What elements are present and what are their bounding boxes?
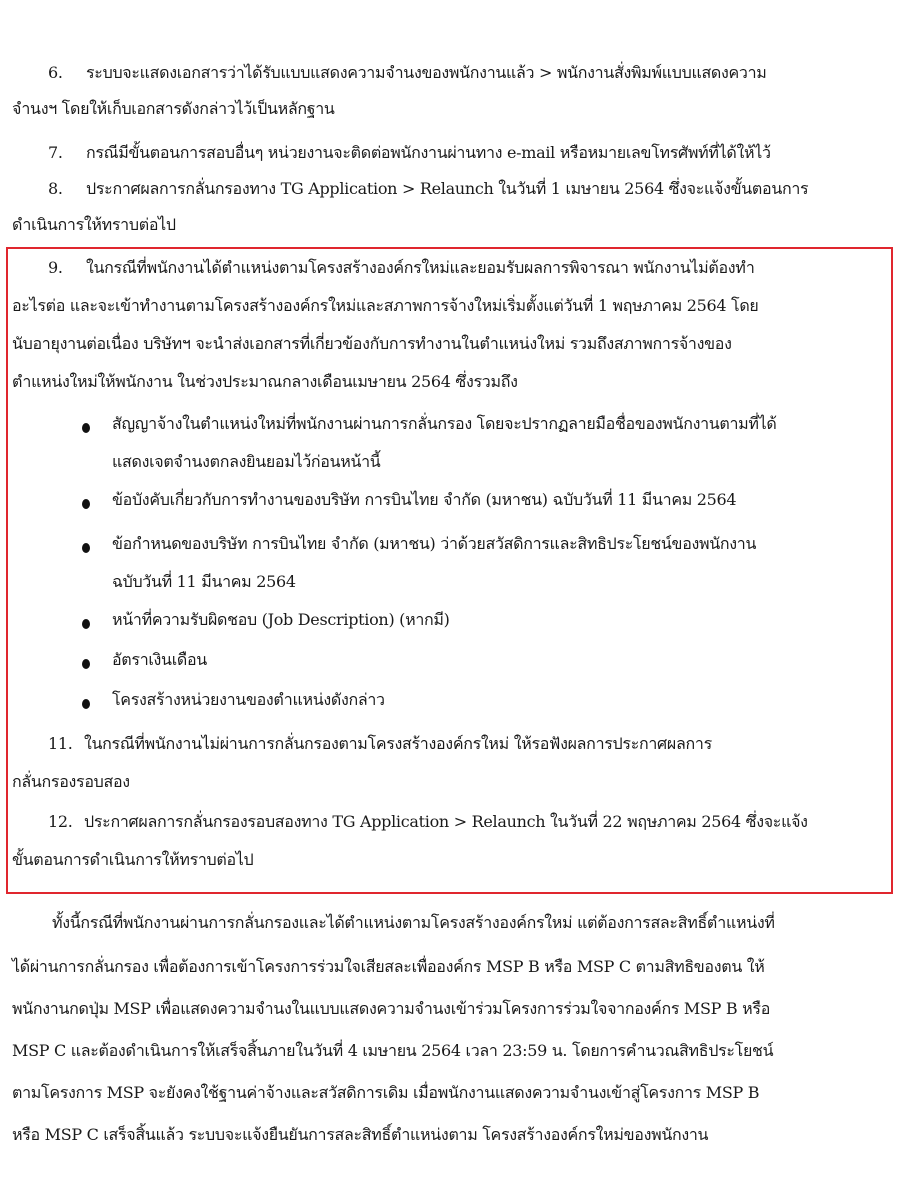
item-text: กรณีมีขั้นตอนการสอบอื่นๆ หน่วยงานจะติดต่อพนักงานผ่านทาง e-mail หรือหมายเลขโทรศัพท์ที่ได้ให้ไว้ bbox=[86, 143, 771, 162]
closing-line-4: MSP C และต้องดำเนินการให้เสร็จสิ้นภายในวันที่ 4 เมษายน 2564 เวลา 23:59 น. โดยการคำนวณสิทธิประโยชน์ bbox=[12, 1041, 774, 1060]
item-9-line-1 bbox=[48, 257, 755, 279]
item-9-line-4: ตำแหน่งใหม่ให้พนักงาน ในช่วงประมาณกลางเดือนเมษายน 2564 ซึ่งรวมถึง bbox=[12, 372, 518, 391]
item-text: ประกาศผลการกลั่นกรองรอบสองทาง TG Application > Relaunch ในวันที่ 22 พฤษภาคม 2564 ซึ่งจะแจ้ง bbox=[84, 812, 808, 831]
item-text: ในกรณีที่พนักงานไม่ผ่านการกลั่นกรองตามโครงสร้างองค์กรใหม่ ให้รอฟังผลการประกาศผลการ bbox=[84, 734, 712, 753]
bullet-4-line-1: หน้าที่ความรับผิดชอบ (Job Description) (หากมี) bbox=[112, 610, 450, 629]
closing-line-5: ตามโครงการ MSP จะยังคงใช้ฐานค่าจ้างและสวัสดิการเดิม เมื่อพนักงานแสดงความจำนงเข้าสู่โครงการ MSP B bbox=[12, 1083, 760, 1102]
item-11-line-1 bbox=[48, 733, 712, 755]
item-9-line-2: อะไรต่อ และจะเข้าทำงานตามโครงสร้างองค์กรใหม่และสภาพการจ้างใหม่เริ่มตั้งแต่วันที่ 1 พฤษภาคม 2564 โดย bbox=[12, 296, 759, 315]
bullet-icon bbox=[82, 659, 90, 669]
item-number: 8. bbox=[48, 179, 63, 198]
bullet-3-line-1: ข้อกำหนดของบริษัท การบินไทย จำกัด (มหาชน) ว่าด้วยสวัสดิการและสิทธิประโยชน์ของพนักงาน bbox=[112, 534, 757, 553]
bullet-icon bbox=[82, 499, 90, 509]
item-8-line-2: ดำเนินการให้ทราบต่อไป bbox=[12, 215, 176, 234]
bullet-icon bbox=[82, 619, 90, 629]
item-12-line-2: ขั้นตอนการดำเนินการให้ทราบต่อไป bbox=[12, 850, 254, 869]
bullet-3-line-2: ฉบับวันที่ 11 มีนาคม 2564 bbox=[112, 572, 296, 591]
item-text: ประกาศผลการกลั่นกรองทาง TG Application > Relaunch ในวันที่ 1 เมษายน 2564 ซึ่งจะแจ้งขั้นตอนการ bbox=[86, 179, 809, 198]
item-9-line-3: นับอายุงานต่อเนื่อง บริษัทฯ จะนำส่งเอกสารที่เกี่ยวข้องกับการทำงานในตำแหน่งใหม่ รวมถึงสภาพการจ้างของ bbox=[12, 334, 732, 353]
item-11-line-2: กลั่นกรองรอบสอง bbox=[12, 772, 130, 791]
bullet-icon bbox=[82, 423, 90, 433]
item-number: 12. bbox=[48, 812, 73, 831]
item-6-line-1 bbox=[48, 62, 767, 84]
item-number: 11. bbox=[48, 734, 73, 753]
closing-line-3: พนักงานกดปุ่ม MSP เพื่อแสดงความจำนงในแบบแสดงความจำนงเข้าร่วมโครงการร่วมใจจากองค์กร MSP B หรือ bbox=[12, 999, 771, 1018]
bullet-1-line-1: สัญญาจ้างในตำแหน่งใหม่ที่พนักงานผ่านการกลั่นกรอง โดยจะปรากฏลายมือชื่อของพนักงานตามที่ได้ bbox=[112, 414, 777, 433]
item-number: 9. bbox=[48, 258, 63, 277]
bullet-icon bbox=[82, 699, 90, 709]
closing-line-2: ได้ผ่านการกลั่นกรอง เพื่อต้องการเข้าโครงการร่วมใจเสียสละเพื่อองค์กร MSP B หรือ MSP C ตามสิทธิของตน ให้ bbox=[12, 957, 765, 976]
bullet-2-line-1: ข้อบังคับเกี่ยวกับการทำงานของบริษัท การบินไทย จำกัด (มหาชน) ฉบับวันที่ 11 มีนาคม 2564 bbox=[112, 490, 737, 509]
item-7-line-1 bbox=[48, 142, 771, 164]
item-6-line-2: จำนงฯ โดยให้เก็บเอกสารดังกล่าวไว้เป็นหลักฐาน bbox=[12, 99, 335, 118]
closing-line-1: ทั้งนี้กรณีที่พนักงานผ่านการกลั่นกรองและได้ตำแหน่งตามโครงสร้างองค์กรใหม่ แต่ต้องการสละสิทธิ์ตำแหน่งที่ bbox=[52, 913, 775, 932]
item-text: ระบบจะแสดงเอกสารว่าได้รับแบบแสดงความจำนงของพนักงานแล้ว > พนักงานสั่งพิมพ์แบบแสดงความ bbox=[86, 63, 767, 82]
item-8-line-1 bbox=[48, 178, 808, 200]
item-text: ในกรณีที่พนักงานได้ตำแหน่งตามโครงสร้างองค์กรใหม่และยอมรับผลการพิจารณา พนักงานไม่ต้องทำ bbox=[86, 258, 755, 277]
bullet-5-line-1: อัตราเงินเดือน bbox=[112, 650, 207, 669]
item-number: 6. bbox=[48, 63, 63, 82]
bullet-icon bbox=[82, 543, 90, 553]
bullet-1-line-2: แสดงเจตจำนงตกลงยินยอมไว้ก่อนหน้านี้ bbox=[112, 452, 381, 471]
item-12-line-1 bbox=[48, 811, 808, 833]
bullet-6-line-1: โครงสร้างหน่วยงานของตำแหน่งดังกล่าว bbox=[112, 690, 385, 709]
item-number: 7. bbox=[48, 143, 63, 162]
closing-line-6: หรือ MSP C เสร็จสิ้นแล้ว ระบบจะแจ้งยืนยันการสละสิทธิ์ตำแหน่งตาม โครงสร้างองค์กรใหม่ของพนักงาน bbox=[12, 1125, 709, 1144]
